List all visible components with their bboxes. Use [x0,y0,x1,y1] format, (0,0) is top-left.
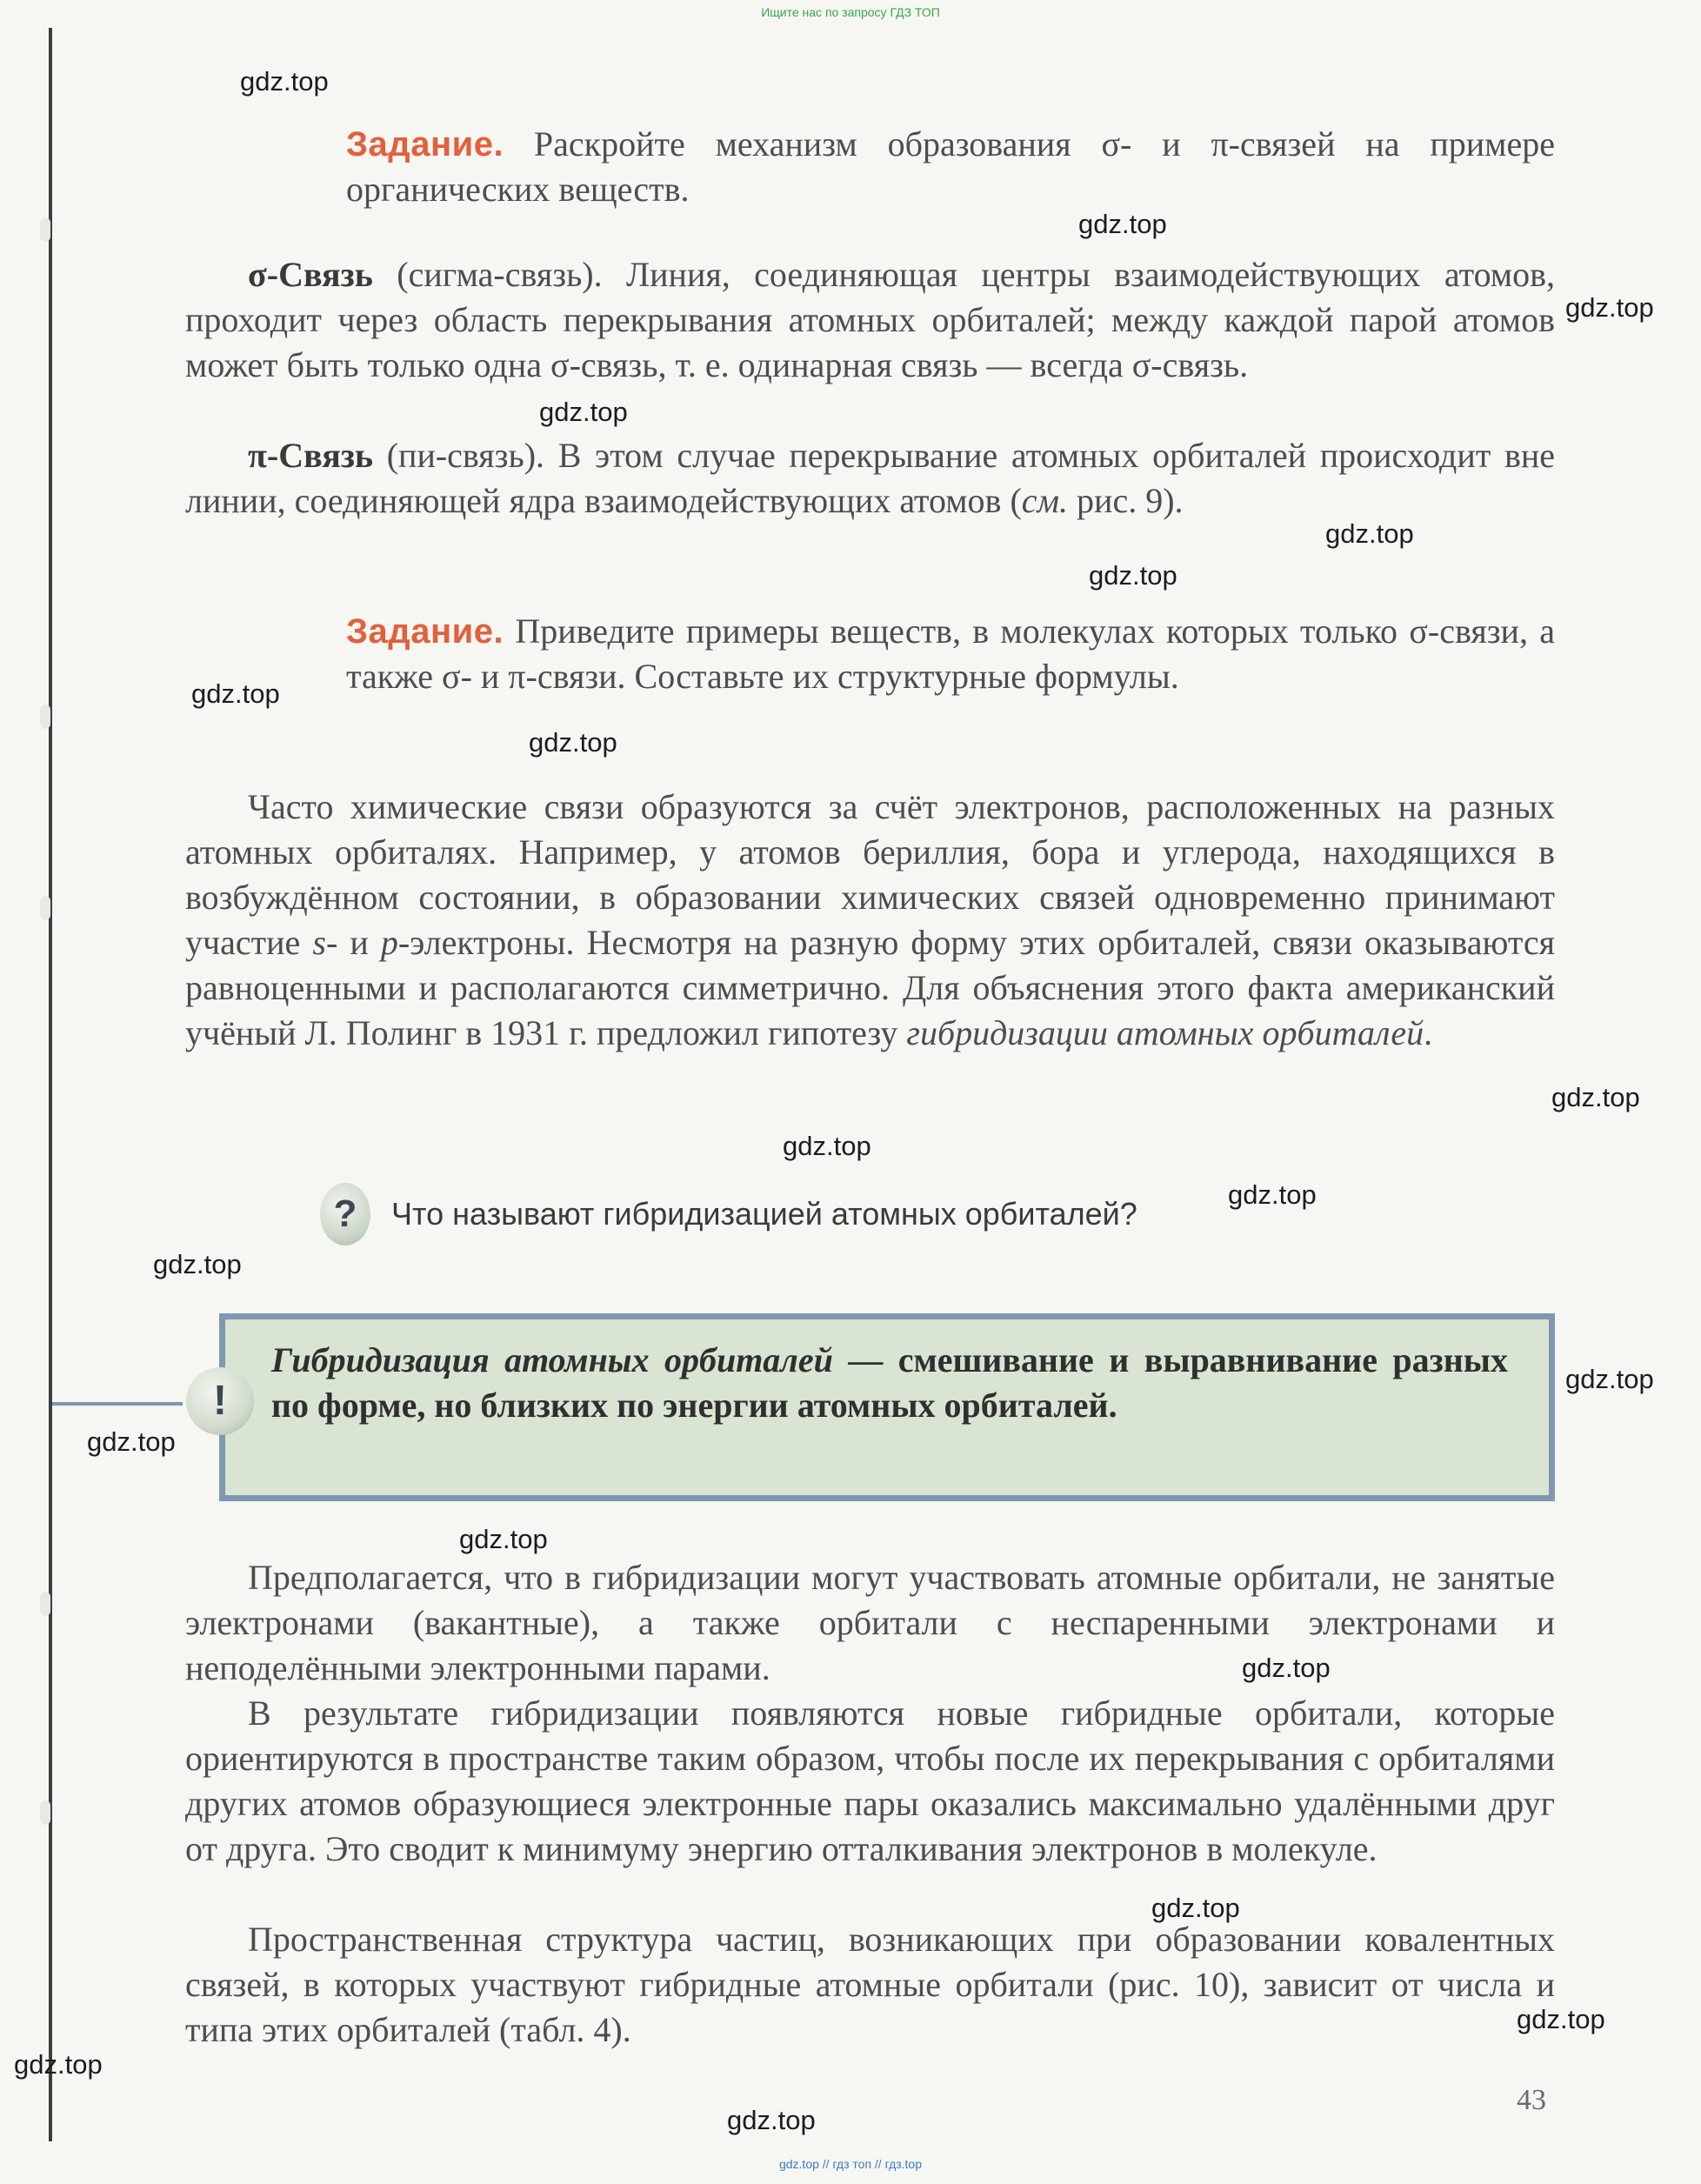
sigma-term: σ-Связь [248,255,373,294]
task-2 [346,609,1555,699]
paragraph-participation: Предполагается, что в гибридизации могут участвовать атомные орбитали, не занятые электронами (вакантные), а также орбитали с неспаренными электронами и неподелёнными электронными парами. [185,1558,1555,1687]
binding-notch [40,1592,50,1616]
watermark: gdz.top [727,2105,816,2135]
watermark: gdz.top [1242,1653,1331,1683]
definition-term: Гибридизация атомных орбиталей [271,1340,833,1379]
pi-text-2: рис. 9). [1068,481,1184,520]
watermark: gdz.top [1151,1893,1240,1923]
task-text: Раскройте механизм образования σ- и π-связей на примере органических веществ. [346,124,1555,209]
review-question: Что называют гибридизацией атомных орбиталей? [391,1196,1137,1232]
watermark: gdz.top [459,1524,548,1554]
watermark: gdz.top [1228,1179,1317,1210]
watermark: gdz.top [87,1426,176,1457]
paragraph-text: - и [325,923,381,962]
task-label: Задание. [346,125,504,164]
definition-connector-line [52,1402,183,1406]
watermark: gdz.top [539,397,628,427]
page-number: 43 [1517,2084,1546,2116]
definition-text [271,1338,1508,1428]
sigma-text: (сигма-связь). Линия, соединяющая центры взаимодействующих атомов, проходит через область перекрывания атомных орбиталей; между каждой парой атомов может быть только одна σ-связь, т. е. одинарная связь — всегда σ-связь. [185,255,1555,384]
watermark: gdz.top [14,2049,103,2080]
paragraph-text: Часто химические связи образуются за счёт электронов, расположенных на разных атомных орбиталях. Например, у атомов бериллия, бора и углерода, находящихся в возбуждённом состоянии, в образовании химических связей одновременно принимают участие [185,787,1555,962]
watermark: gdz.top [153,1249,242,1279]
hybridization-paragraph [185,785,1555,1056]
binding-notch [40,1800,50,1825]
watermark: gdz.top [1078,209,1167,239]
top-banner[interactable]: Ищите нас по запросу ГДЗ ТОП [761,5,940,19]
page-spine-line [49,28,52,2141]
paragraph-structure: Пространственная структура частиц, возникающих при образовании ковалентных связей, в которых участвуют гибридные атомные орбитали (рис. 10), зависит от числа и типа этих орбиталей (табл. 4). [185,1920,1555,2049]
watermark: gdz.top [1551,1082,1640,1112]
bottom-banner[interactable]: gdz.top // гдз топ // гдз.top [778,2157,923,2171]
task-label: Задание. [346,612,504,651]
watermark: gdz.top [529,727,617,758]
watermark: gdz.top [1325,518,1414,549]
watermark: gdz.top [1089,560,1177,591]
definition-body: — смешивание и выравнивание разных по форме, но близких по энергии атомных орбиталей. [271,1340,1509,1425]
binding-notch [40,896,50,920]
s-electron-symbol: s [312,923,326,962]
watermark: gdz.top [1565,292,1654,323]
watermark: gdz.top [1517,2004,1605,2034]
paragraph-result: В результате гибридизации появляются новые гибридные орбитали, которые ориентируются в пространстве таким образом, чтобы после их перекрывания с орбиталями других атомов образующиеся электронные пары оказались максимально удалёнными друг от друга. Это сводит к минимуму энергию отталкивания электронов в молекуле. [185,1693,1555,1868]
task-1 [346,122,1555,212]
task-text: Приведите примеры веществ, в молекулах которых только σ-связи, а также σ- и π-связи. Составьте их структурные формулы. [346,611,1555,696]
paragraph-text: . [1424,1013,1433,1052]
binding-notch [40,705,50,729]
watermark: gdz.top [783,1131,871,1161]
p-electron-symbol: p [380,923,398,962]
binding-notch [40,217,50,242]
pi-bond-paragraph [185,433,1555,524]
hybridization-term: гибридизации атомных орбиталей [906,1013,1424,1052]
pi-ref: см. [1021,481,1069,520]
sigma-bond-paragraph [185,252,1555,388]
watermark: gdz.top [191,678,280,709]
watermark: gdz.top [1565,1364,1654,1394]
pi-text-1: (пи-связь). В этом случае перекрывание атомных орбиталей происходит вне линии, соединяющей ядра взаимодействующих атомов ( [185,436,1555,520]
question-mark-icon: ? [320,1183,370,1246]
exclamation-icon: ! [186,1367,254,1435]
paragraph-text: -электроны. Несмотря на разную форму этих орбиталей, связи оказываются равноценными и располагаются симметрично. Для объяснения этого факта американский учёный Л. Полинг в 1931 г. предложил гипотезу [185,923,1555,1052]
watermark: gdz.top [240,66,329,97]
pi-term: π-Связь [248,436,374,475]
